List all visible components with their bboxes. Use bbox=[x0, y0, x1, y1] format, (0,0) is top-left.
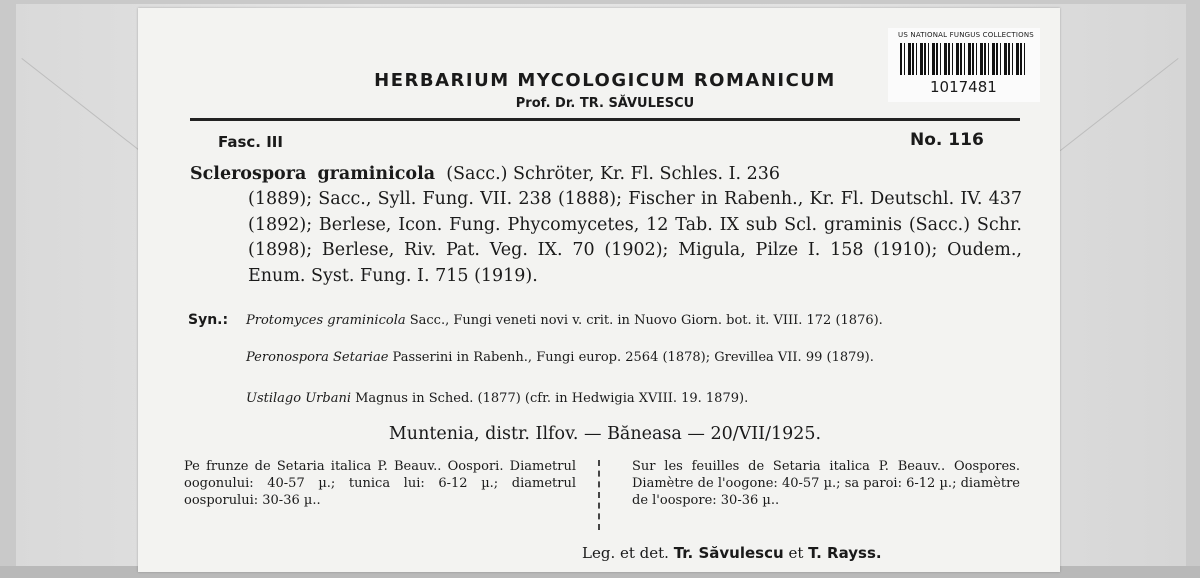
column-divider bbox=[598, 460, 600, 530]
entry-citations: (1889); Sacc., Syll. Fung. VII. 238 (1888); Fischer in Rabenh., Kr. Fl. Deutschl. IV. 437 (1892); Berlese, Icon. Fung. Phycomycetes, 12 Tab. IX sub Scl. graminis (Sacc.) Schr. (1898); Berlese, Riv. Pat. Veg. IX. 70 (1902); Migula, Pilze I. 158 (1910); Oudem., Enum. Syst. Fung. I. 715 (1919). bbox=[248, 189, 1022, 286]
collector-name: Tr. Săvulescu bbox=[673, 544, 784, 562]
label-subtitle: Prof. Dr. TR. SĂVULESCU bbox=[515, 96, 695, 111]
barcode-number: 1017481 bbox=[930, 78, 997, 96]
header-rule bbox=[190, 118, 1020, 121]
fascicle-label: Fasc. III bbox=[218, 133, 283, 151]
collector-name: T. Rayss. bbox=[808, 544, 882, 562]
species-entry bbox=[190, 162, 1022, 286]
description-romanian: Pe frunze de Setaria italica P. Beauv.. Oospori. Diametrul oogonului: 40-57 µ.; tunica lui: 6-12 µ.; diametrul oosporului: 30-36 µ.. bbox=[184, 459, 576, 508]
barcode-caption: US NATIONAL FUNGUS COLLECTIONS bbox=[898, 31, 1034, 39]
synonym-item bbox=[246, 312, 1022, 329]
genus-name: Sclerospora bbox=[190, 164, 307, 184]
synonyms-label: Syn.: bbox=[188, 312, 229, 328]
entry-first-line: (Sacc.) Schröter, Kr. Fl. Schles. I. 236 bbox=[446, 164, 781, 184]
synonym-item bbox=[246, 390, 1022, 407]
species-name: graminicola bbox=[317, 164, 436, 184]
collectors-conjunction: et bbox=[788, 544, 804, 562]
synonym-name: Ustilago Urbani bbox=[246, 391, 351, 406]
synonym-citation: Passerini in Rabenh., Fungi europ. 2564 (1878); Grevillea VII. 99 (1879). bbox=[392, 350, 874, 365]
synonym-item bbox=[246, 349, 1022, 366]
specimen-number: No. 116 bbox=[910, 130, 984, 150]
collectors-line bbox=[582, 544, 882, 562]
synonym-citation: Sacc., Fungi veneti novi v. crit. in Nuovo Giorn. bot. it. VIII. 172 (1876). bbox=[409, 313, 883, 328]
synonym-citation: Magnus in Sched. (1877) (cfr. in Hedwigia XVIII. 19. 1879). bbox=[355, 391, 749, 406]
description-french: Sur les feuilles de Setaria italica P. Beauv.. Oospores. Diamètre de l'oogone: 40-57 µ.; sa paroi: 6-12 µ.; diamètre de l'oospore: 30-36 µ.. bbox=[632, 459, 1020, 508]
collection-locality: Muntenia, distr. Ilfov. — Băneasa — 20/VII/1925. bbox=[388, 424, 822, 444]
collectors-prefix: Leg. et det. bbox=[582, 544, 669, 562]
synonym-name: Protomyces graminicola bbox=[246, 313, 406, 328]
synonym-name: Peronospora Setariae bbox=[246, 350, 389, 365]
label-title: HERBARIUM MYCOLOGICUM ROMANICUM bbox=[374, 70, 836, 91]
